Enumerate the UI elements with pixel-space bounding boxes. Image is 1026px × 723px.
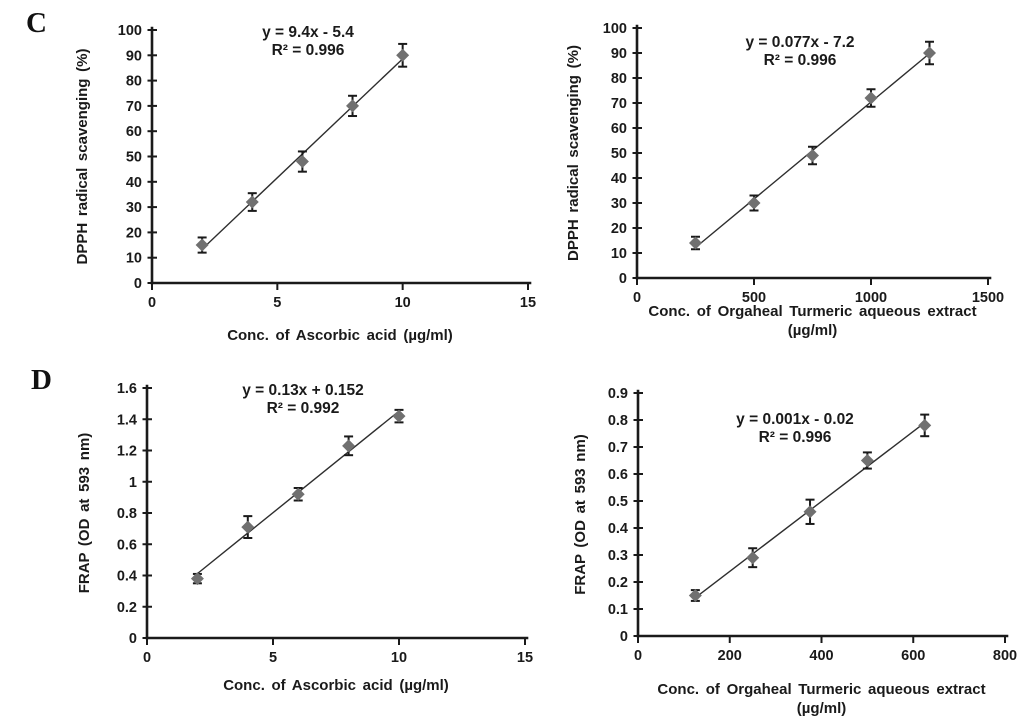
y-tick-label: 0.6 xyxy=(607,467,628,483)
x-tick-label: 15 xyxy=(516,650,534,666)
x-tick-label: 0 xyxy=(142,650,152,666)
y-tick-label: 60 xyxy=(125,124,142,141)
x-tick-label: 1000 xyxy=(854,290,888,306)
y-tick-label: 0.2 xyxy=(607,575,628,591)
y-tick-label: 1.6 xyxy=(116,381,137,397)
y-axis-title: FRAP (OD at 593 nm) xyxy=(76,432,93,594)
x-tick-label: 200 xyxy=(717,648,742,664)
data-point xyxy=(748,197,761,210)
x-axis-title: Conc. of Orgaheal Turmeric aqueous extract xyxy=(657,681,986,698)
data-point xyxy=(393,410,406,423)
x-axis-title: Conc. of Orgaheal Turmeric aqueous extract xyxy=(648,303,977,320)
y-tick-label: 0.5 xyxy=(607,494,628,510)
x-tick-label: 0 xyxy=(632,290,642,306)
y-tick-label: 100 xyxy=(117,23,142,39)
r-squared-label: R² = 0.996 xyxy=(271,42,345,59)
y-tick-label: 0.7 xyxy=(607,440,628,456)
data-point xyxy=(191,572,204,585)
data-point xyxy=(396,49,409,62)
y-tick-label: 30 xyxy=(610,196,627,212)
y-tick-label: 80 xyxy=(125,73,142,90)
y-tick-label: 60 xyxy=(610,121,627,137)
equation-label: y = 9.4x - 5.4 xyxy=(262,24,354,41)
y-tick-label: 0 xyxy=(128,631,137,647)
data-point xyxy=(865,92,878,105)
y-tick-label: 1.2 xyxy=(116,443,137,460)
equation-label: y = 0.077x - 7.2 xyxy=(745,34,855,51)
data-point xyxy=(806,149,819,162)
chart-bottom-left xyxy=(76,381,533,694)
y-tick-label: 0.1 xyxy=(607,602,628,618)
x-axis-title: Conc. of Ascorbic acid (µg/ml) xyxy=(227,327,453,344)
x-axis-title: (µg/ml) xyxy=(787,322,838,339)
y-tick-label: 50 xyxy=(610,146,627,162)
y-tick-label: 0.9 xyxy=(607,386,628,402)
x-tick-label: 0 xyxy=(147,295,157,311)
chart-top-right xyxy=(565,21,1004,339)
y-tick-label: 0.8 xyxy=(116,506,137,522)
x-axis-title: Conc. of Ascorbic acid (µg/ml) xyxy=(223,677,449,694)
y-tick-label: 40 xyxy=(125,174,142,191)
x-tick-label: 10 xyxy=(390,650,408,666)
y-tick-label: 0.8 xyxy=(607,413,628,429)
y-tick-label: 0.3 xyxy=(607,548,628,564)
y-tick-label: 70 xyxy=(125,98,142,115)
x-tick-label: 15 xyxy=(519,295,537,311)
panel-label-d: D xyxy=(31,364,52,396)
data-point xyxy=(241,521,254,534)
chart-top-left xyxy=(74,23,536,344)
data-point xyxy=(689,589,702,602)
y-tick-label: 100 xyxy=(602,21,627,37)
x-tick-label: 0 xyxy=(633,648,643,664)
x-tick-label: 1500 xyxy=(971,290,1005,306)
y-tick-label: 40 xyxy=(610,171,627,187)
y-tick-label: 10 xyxy=(125,250,142,267)
y-tick-label: 0 xyxy=(133,276,142,292)
y-tick-label: 1 xyxy=(128,474,137,491)
equation-label: y = 0.001x - 0.02 xyxy=(736,411,854,428)
data-point xyxy=(746,551,759,564)
r-squared-label: R² = 0.992 xyxy=(266,400,340,417)
y-tick-label: 0.6 xyxy=(116,537,137,554)
r-squared-label: R² = 0.996 xyxy=(758,429,832,446)
x-tick-label: 5 xyxy=(268,650,278,666)
x-tick-label: 400 xyxy=(809,648,834,664)
y-axis-title: FRAP (OD at 593 nm) xyxy=(572,434,589,595)
y-tick-label: 70 xyxy=(610,96,627,112)
y-tick-label: 0.4 xyxy=(116,568,137,585)
data-point xyxy=(689,237,702,250)
panel-label-c: C xyxy=(26,7,47,39)
y-tick-label: 0.2 xyxy=(116,599,137,616)
data-point xyxy=(918,419,931,432)
equation-label: y = 0.13x + 0.152 xyxy=(242,382,364,399)
x-tick-label: 10 xyxy=(394,295,411,311)
y-tick-label: 20 xyxy=(125,225,142,242)
y-tick-label: 1.4 xyxy=(116,412,137,429)
y-tick-label: 0.4 xyxy=(607,521,628,537)
data-point xyxy=(292,488,305,501)
y-tick-label: 20 xyxy=(610,221,627,237)
y-tick-label: 50 xyxy=(125,149,142,166)
x-axis-title: (µg/ml) xyxy=(796,700,847,717)
y-axis-title: DPPH radical scavenging (%) xyxy=(565,45,582,261)
data-point xyxy=(296,155,309,168)
x-tick-label: 600 xyxy=(901,648,926,664)
r-squared-label: R² = 0.996 xyxy=(763,52,837,69)
y-tick-label: 10 xyxy=(610,246,627,262)
x-tick-label: 800 xyxy=(992,648,1018,664)
y-tick-label: 80 xyxy=(610,71,627,87)
y-tick-label: 90 xyxy=(610,46,627,62)
data-point xyxy=(196,239,209,252)
x-tick-label: 500 xyxy=(741,290,767,306)
data-point xyxy=(342,439,355,452)
y-tick-label: 0 xyxy=(618,271,627,287)
data-point xyxy=(861,454,874,467)
y-tick-label: 30 xyxy=(125,200,142,217)
chart-bottom-right xyxy=(572,386,1017,717)
y-tick-label: 0 xyxy=(619,629,628,645)
x-tick-label: 5 xyxy=(273,295,282,311)
y-axis-title: DPPH radical scavenging (%) xyxy=(74,48,91,265)
y-tick-label: 90 xyxy=(125,48,142,65)
